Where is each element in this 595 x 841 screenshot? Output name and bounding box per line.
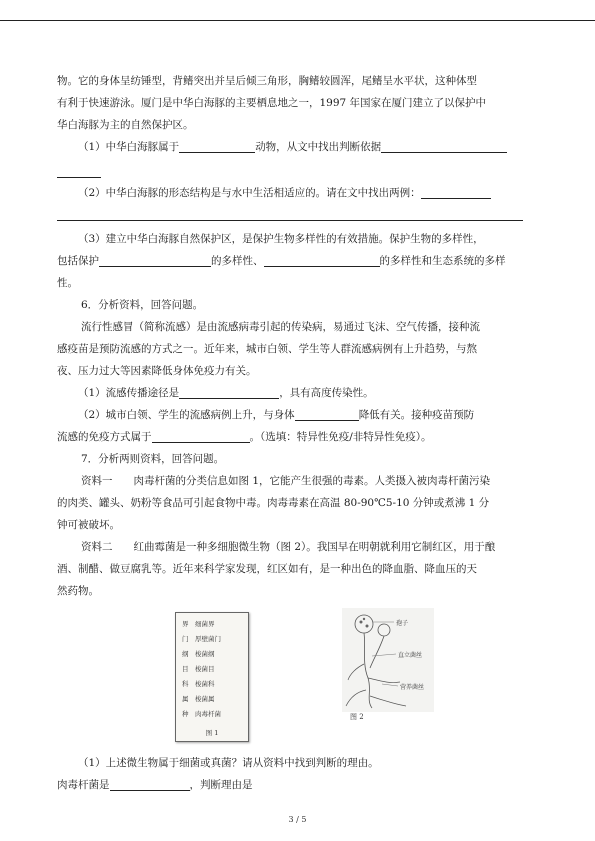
q5-blank-diversity-2[interactable] bbox=[264, 252, 380, 267]
q5-blank-evidence-cont[interactable] bbox=[57, 163, 101, 178]
q7-heading: 7．分析两则资料，回答问题。 bbox=[81, 453, 225, 465]
q5-blank-examples[interactable] bbox=[421, 184, 491, 199]
figures-row bbox=[57, 606, 540, 746]
q7-material2-line-1: 资料二 红曲霉菌是一种多细胞微生物（图 2）。我国早在明朝就利用它制红区，用于酿 bbox=[81, 541, 496, 553]
fig2-caption: 图 2 bbox=[350, 713, 364, 721]
q7-blank-organism-type[interactable] bbox=[110, 776, 190, 791]
q7-material2-line-3: 然药物。 bbox=[57, 585, 99, 597]
figure-1-classification-photo bbox=[175, 612, 249, 742]
fig2-label-erect-hypha: 直立菌丝 bbox=[398, 652, 423, 659]
fig2-label-spore: 孢子 bbox=[396, 620, 409, 627]
q6-heading: 6．分析资料，回答问题。 bbox=[81, 299, 204, 311]
q7-answer-line: 肉毒杆菌是 ，判断理由是 bbox=[57, 774, 540, 796]
mold-drawing bbox=[342, 608, 434, 712]
page-number: 3 / 5 bbox=[288, 815, 307, 824]
header-rule bbox=[0, 20, 595, 21]
q7-material1-line-2: 的肉类、罐头、奶粉等食品可引起食物中毒。肉毒毒素在高温 80-90℃5-10 分钟或煮沸 1 分 bbox=[57, 497, 490, 509]
intro-line-3: 华白海豚为主的自然保护区。 bbox=[57, 119, 194, 131]
fig1-row-class: 纲 梭菌纲 bbox=[182, 650, 215, 658]
q5-sub3-line2: 包括保护 的多样性、 的多样性和生态系统的多样 bbox=[57, 250, 540, 272]
spore-dot bbox=[360, 621, 363, 624]
q5-sub2-continue bbox=[57, 204, 540, 228]
fig1-row-genus: 属 梭菌属 bbox=[182, 695, 215, 703]
q5-blank-diversity-1[interactable] bbox=[99, 252, 211, 267]
figure-2-mold-diagram bbox=[342, 608, 434, 721]
fig1-row-family: 科 梭菌科 bbox=[182, 680, 215, 688]
q5-sub1-continue bbox=[57, 158, 540, 182]
q5-sub1: （1）中华白海豚属于 动物，从文中找出判断依据 bbox=[57, 136, 540, 158]
q6-para-line-1: 流行性感冒（简称流感）是由流感病毒引起的传染病，易通过飞沫、空气传播，接种流 bbox=[81, 321, 480, 333]
document-body bbox=[57, 70, 540, 796]
q6-blank-immunity[interactable] bbox=[295, 406, 359, 421]
q6-para-line-2: 感疫苗是预防流感的方式之一。近年来，城市白领、学生等人群流感病例有上升趋势，与熬 bbox=[57, 343, 477, 355]
fig2-label-vegetative-hypha: 营养菌丝 bbox=[400, 684, 425, 691]
intro-line-1: 物。它的身体呈纺锤型，背鳍突出并呈后倾三角形，胸鳍较圆浑，尾鳍呈水平状，这种体型 bbox=[57, 75, 477, 87]
q6-sub2: （2）城市白领、学生的流感病例上升，与身体 降低有关。接种疫苗预防 bbox=[57, 404, 540, 426]
fig2-background bbox=[342, 608, 434, 712]
fig1-caption: 图 1 bbox=[205, 729, 219, 737]
q7-material2-line-2: 酒、制醋、做豆腐乳等。近年来科学家发现，红区如有，是一种出色的降血脂、降血压的天 bbox=[57, 563, 477, 575]
q5-sub3-end: 性。 bbox=[57, 277, 78, 289]
q5-sub3: （3）建立中华白海豚自然保护区，是保护生物多样性的有效措施。保护生物的多样性， bbox=[78, 233, 484, 245]
fig1-row-order: 目 梭菌目 bbox=[182, 665, 215, 673]
q6-blank-immune-type[interactable] bbox=[152, 428, 250, 443]
intro-line-2: 有利于快速游泳。厦门是中华白海豚的主要栖息地之一，1997 年国家在厦门建立了以保护中 bbox=[57, 97, 487, 109]
q6-sub1: （1）流感传播途径是 ，具有高度传染性。 bbox=[57, 382, 540, 404]
q6-sub2-line2: 流感的免疫方式属于 。（选填：特异性免疫/非特异性免疫）。 bbox=[57, 426, 540, 448]
fig1-row-kingdom: 界 细菌界 bbox=[182, 620, 215, 628]
q7-material1-line-1: 资料一 肉毒杆菌的分类信息如图 1，它能产生很强的毒素。人类摄入被肉毒杆菌污染 bbox=[81, 475, 491, 487]
q7-sub1: （1）上述微生物属于细菌或真菌？请从资料中找到判断的理由。 bbox=[78, 757, 379, 769]
q7-material1-line-3: 钟可被破坏。 bbox=[57, 519, 120, 531]
spore-dot bbox=[366, 625, 369, 628]
fig1-row-phylum: 门 厚壁菌门 bbox=[182, 635, 221, 643]
q6-para-line-3: 夜、压力过大等因素降低身体免疫力有关。 bbox=[57, 365, 257, 377]
q5-blank-evidence[interactable] bbox=[381, 138, 507, 153]
fig1-row-species: 种 肉毒杆菌 bbox=[182, 710, 221, 718]
q5-blank-animal-type[interactable] bbox=[179, 138, 255, 153]
q5-blank-examples-line[interactable] bbox=[57, 206, 523, 221]
spore-dot bbox=[363, 618, 365, 620]
q5-sub2: （2）中华白海豚的形态结构是与水中生活相适应的。请在文中找出两例： bbox=[57, 182, 540, 204]
q6-blank-route[interactable] bbox=[179, 384, 279, 399]
